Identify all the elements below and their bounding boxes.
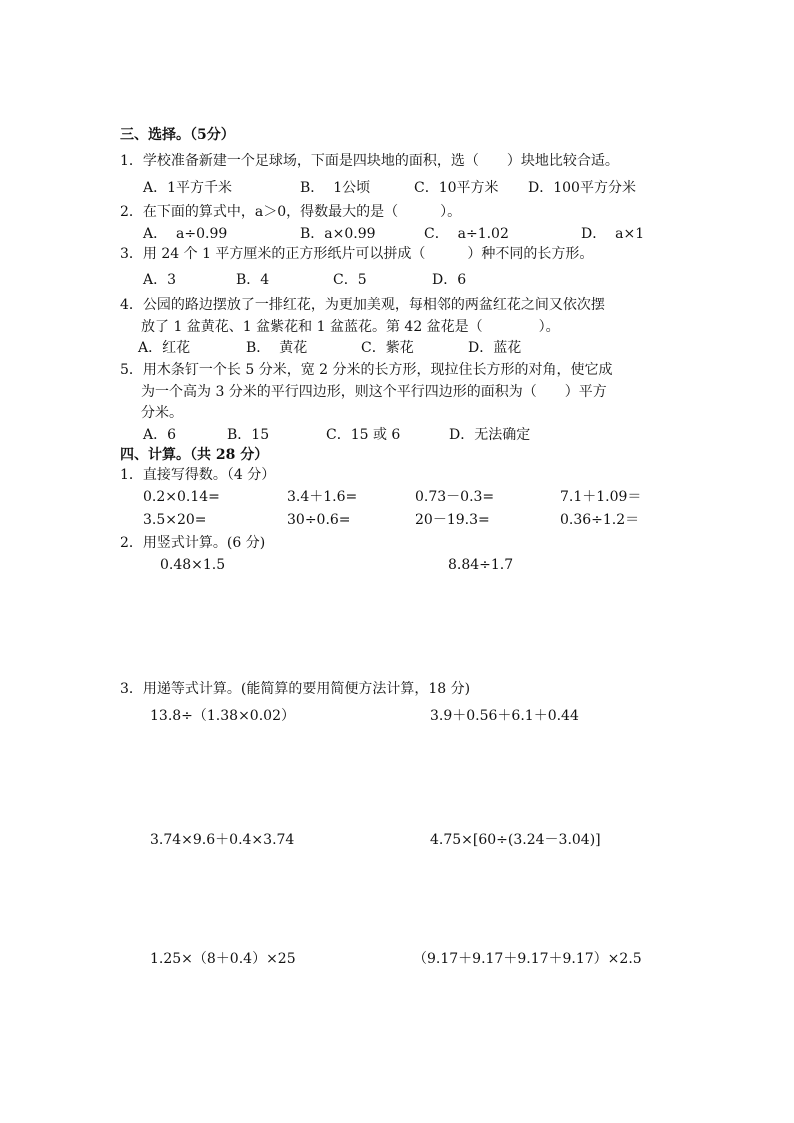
section4-heading: 四、计算。（共 28 分） [120, 447, 269, 463]
q3-option-d: D．6 [432, 272, 467, 288]
q1-option-b: B． 1公顷 [300, 180, 371, 196]
question-3-stem: 3．用 24 个 1 平方厘米的正方形纸片可以拼成（ ）种不同的长方形。 [120, 246, 594, 262]
q1-option-d: D．100平方分米 [528, 180, 636, 196]
vertical-calc-1: 0.48×1.5 [160, 557, 226, 573]
q4-option-a: A．红花 [138, 340, 191, 356]
stepwise-calc-2: 3.9＋0.56＋6.1＋0.44 [430, 708, 579, 724]
stepwise-calc-1: 13.8÷（1.38×0.02） [150, 708, 295, 724]
oral-calc-2: 3.4＋1.6= [287, 489, 358, 505]
q5-option-d: D．无法确定 [449, 427, 531, 443]
q1-option-a: A．1平方千米 [143, 180, 233, 196]
oral-calc-6: 30÷0.6= [287, 512, 351, 528]
q2-option-a: A． a÷0.99 [143, 226, 228, 242]
q2-option-b: B．a×0.99 [300, 226, 376, 242]
part1-title: 1．直接写得数。（4 分） [120, 467, 276, 483]
question-4-stem-line2: 放了 1 盆黄花、1 盆紫花和 1 盆蓝花。第 42 盆花是（ ）。 [141, 319, 560, 335]
oral-calc-5: 3.5×20= [143, 512, 207, 528]
question-5-stem-line3: 分米。 [141, 405, 183, 421]
question-1-stem: 1．学校准备新建一个足球场，下面是四块地的面积，选（ ）块地比较合适。 [120, 153, 619, 169]
question-4-stem-line1: 4．公园的路边摆放了一排红花，为更加美观，每相邻的两盆红花之间又依次摆 [120, 297, 605, 313]
stepwise-calc-6: （9.17＋9.17＋9.17＋9.17）×2.5 [413, 951, 642, 967]
stepwise-calc-4: 4.75×[60÷(3.24－3.04)] [430, 832, 601, 848]
oral-calc-7: 20－19.3= [415, 512, 490, 528]
section3-heading: 三、选择。（5分） [120, 127, 235, 143]
q4-option-d: D．蓝花 [468, 340, 522, 356]
part3-title: 3．用递等式计算。(能简算的要用简便方法计算，18 分) [120, 681, 471, 697]
q2-option-c: C． a÷1.02 [424, 226, 509, 242]
question-2-stem: 2．在下面的算式中，a＞0，得数最大的是（ ）。 [120, 204, 462, 220]
question-5-stem-line2: 为一个高为 3 分米的平行四边形，则这个平行四边形的面积为（ ）平方 [141, 384, 607, 400]
q5-option-b: B．15 [227, 427, 270, 443]
q4-option-b: B． 黄花 [246, 340, 308, 356]
q2-option-d: D． a×1 [581, 226, 645, 242]
q5-option-a: A．6 [143, 427, 177, 443]
question-5-stem-line1: 5．用木条钉一个长 5 分米，宽 2 分米的长方形，现拉住长方形的对角，使它成 [120, 362, 613, 378]
oral-calc-3: 0.73－0.3= [415, 489, 495, 505]
part2-title: 2．用竖式计算。(6 分) [120, 535, 266, 551]
q4-option-c: C．紫花 [361, 340, 414, 356]
q3-option-b: B．4 [236, 272, 270, 288]
vertical-calc-2: 8.84÷1.7 [448, 557, 514, 573]
oral-calc-1: 0.2×0.14= [143, 489, 220, 505]
oral-calc-4: 7.1＋1.09＝ [560, 489, 642, 505]
stepwise-calc-3: 3.74×9.6＋0.4×3.74 [150, 832, 295, 848]
q3-option-c: C．5 [333, 272, 367, 288]
q5-option-c: C．15 或 6 [326, 427, 401, 443]
oral-calc-8: 0.36÷1.2＝ [560, 512, 640, 528]
q1-option-c: C．10平方米 [414, 180, 499, 196]
q3-option-a: A．3 [143, 272, 177, 288]
stepwise-calc-5: 1.25×（8＋0.4）×25 [150, 951, 296, 967]
